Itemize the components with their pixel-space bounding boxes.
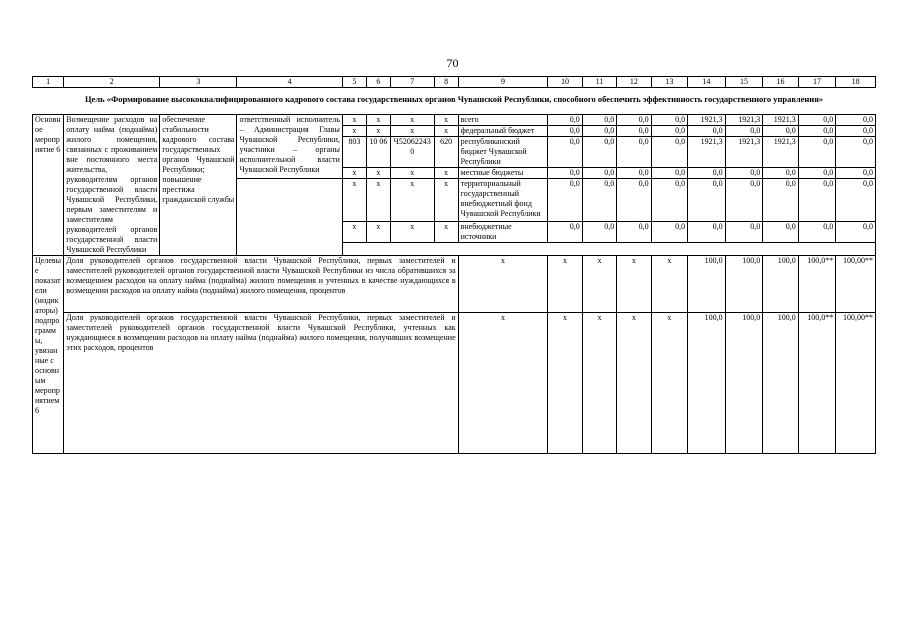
cell: 0,0 xyxy=(763,179,798,222)
header-cell: 5 xyxy=(342,77,366,88)
cell: 100,0 xyxy=(725,256,763,313)
cell: x xyxy=(390,126,434,137)
page-number: 70 xyxy=(446,56,459,70)
cell: 0,0 xyxy=(836,115,876,126)
header-cell: 15 xyxy=(725,77,763,88)
cell: 0,0 xyxy=(617,137,651,168)
empty-cell xyxy=(237,179,342,256)
funding-source: федеральный бюджет xyxy=(458,126,548,137)
funding-source: территориальный государственный внебюджетный фонд Чувашской Республики xyxy=(458,179,548,222)
measure-task: обеспечение стабильности кадрового состава государственных органов Чувашской Республики; повышение престижа гражданской службы xyxy=(160,115,237,256)
cell: 0,0 xyxy=(651,168,688,179)
header-cell: 7 xyxy=(390,77,434,88)
indicator-text: Доля руководителей органов государственной власти Чувашской Республики, первых заместителей и заместителей руководителей органов государственной власти Чувашской Республики из числа обратившихся за возмещением расходов на оплату найма (поднайма) жилого помещения и учтенных в качестве нуждающихся в возмещении расходов на оплату найма (поднайма) жилого помещения, процентов xyxy=(64,256,458,313)
cell: x xyxy=(458,313,548,454)
cell: 803 xyxy=(342,137,366,168)
cell: x xyxy=(582,313,616,454)
cell: 0,0 xyxy=(617,179,651,222)
cell: 0,0 xyxy=(582,222,616,243)
header-cell: 17 xyxy=(798,77,836,88)
cell: x xyxy=(366,126,390,137)
cell: x xyxy=(582,256,616,313)
cell: 100,00** xyxy=(836,256,876,313)
header-cell: 16 xyxy=(763,77,798,88)
cell: 0,0 xyxy=(798,179,836,222)
cell: 0,0 xyxy=(617,168,651,179)
cell: 100,0 xyxy=(688,256,726,313)
cell: 0,0 xyxy=(688,222,726,243)
cell: 0,0 xyxy=(548,126,582,137)
cell: x xyxy=(342,222,366,243)
cell: 0,0 xyxy=(763,126,798,137)
header-cell: 4 xyxy=(237,77,342,88)
header-cell: 1 xyxy=(33,77,64,88)
cell: 0,0 xyxy=(798,168,836,179)
cell: 0,0 xyxy=(763,222,798,243)
cell: 100,0 xyxy=(688,313,726,454)
header-cell: 18 xyxy=(836,77,876,88)
cell: 0,0 xyxy=(582,168,616,179)
cell: 0,0 xyxy=(836,126,876,137)
cell: x xyxy=(342,115,366,126)
cell: 1921,3 xyxy=(688,137,726,168)
goal-row xyxy=(33,88,876,114)
cell: 0,0 xyxy=(651,222,688,243)
funding-source: внебюджетные источники xyxy=(458,222,548,243)
cell: x xyxy=(617,256,651,313)
cell: 100,0** xyxy=(798,313,836,454)
cell: 100,0 xyxy=(763,313,798,454)
measure-executor: ответственный исполнитель – Администрация Главы Чувашской Республики, участники – органы исполнительной власти Чувашской Республики xyxy=(237,115,342,179)
cell: 0,0 xyxy=(582,115,616,126)
cell: 0,0 xyxy=(617,222,651,243)
cell: x xyxy=(390,179,434,222)
cell: 0,0 xyxy=(836,168,876,179)
indicator-row xyxy=(33,256,876,313)
cell: 0,0 xyxy=(617,115,651,126)
cell: 10 06 xyxy=(366,137,390,168)
measure-row xyxy=(33,115,876,126)
cell: 0,0 xyxy=(836,179,876,222)
cell: 0,0 xyxy=(548,222,582,243)
cell: 0,0 xyxy=(582,179,616,222)
cell: x xyxy=(342,179,366,222)
cell: x xyxy=(434,179,458,222)
program-table xyxy=(32,76,876,454)
funding-source: всего xyxy=(458,115,548,126)
cell: x xyxy=(390,115,434,126)
cell: 1921,3 xyxy=(688,115,726,126)
cell: 0,0 xyxy=(725,179,763,222)
cell: x xyxy=(342,168,366,179)
cell: 100,0** xyxy=(798,256,836,313)
cell: 1921,3 xyxy=(725,115,763,126)
header-row xyxy=(33,77,876,88)
cell: 100,0 xyxy=(725,313,763,454)
cell: x xyxy=(434,115,458,126)
indicator-row xyxy=(33,313,876,454)
header-cell: 10 xyxy=(548,77,582,88)
indicator-text: Доля руководителей органов государственной власти Чувашской Республики, первых заместителей и заместителей руководителей органов государственной власти Чувашской Республики, учтенных как нуждающиеся в возмещении расходов на оплату найма (поднайма) жилого помещения, получивших возмещение этих расходов, процентов xyxy=(64,313,458,454)
cell: 0,0 xyxy=(798,137,836,168)
cell: 0,0 xyxy=(836,137,876,168)
cell: x xyxy=(390,222,434,243)
cell: 620 xyxy=(434,137,458,168)
cell: 0,0 xyxy=(688,126,726,137)
header-cell: 2 xyxy=(64,77,160,88)
header-cell: 9 xyxy=(458,77,548,88)
cell: 0,0 xyxy=(651,126,688,137)
header-cell: 11 xyxy=(582,77,616,88)
cell: 0,0 xyxy=(548,179,582,222)
cell: x xyxy=(617,313,651,454)
cell: 0,0 xyxy=(798,222,836,243)
header-cell: 12 xyxy=(617,77,651,88)
cell: 0,0 xyxy=(688,168,726,179)
indicators-label: Целевые показатели (индикаторы) подпрограммы, увязанные с основным мероприятием 6 xyxy=(33,256,64,454)
cell: 0,0 xyxy=(798,126,836,137)
cell: x xyxy=(434,126,458,137)
empty-cell xyxy=(342,243,875,256)
cell: x xyxy=(366,168,390,179)
cell: x xyxy=(342,126,366,137)
cell: 0,0 xyxy=(725,168,763,179)
header-cell: 14 xyxy=(688,77,726,88)
cell: x xyxy=(366,179,390,222)
cell: 1921,3 xyxy=(725,137,763,168)
cell: 0,0 xyxy=(688,179,726,222)
cell: x xyxy=(366,222,390,243)
cell: 100,0 xyxy=(763,256,798,313)
cell: 0,0 xyxy=(582,126,616,137)
cell: x xyxy=(651,256,688,313)
cell: 100,00** xyxy=(836,313,876,454)
header-cell: 13 xyxy=(651,77,688,88)
cell: 0,0 xyxy=(548,115,582,126)
cell: 0,0 xyxy=(617,126,651,137)
cell: 0,0 xyxy=(548,137,582,168)
goal-title: Цель «Формирование высококвалифицированного кадрового состава государственных органов Чувашской Республики, способного обеспечить эффективность государственного управления» xyxy=(33,88,876,114)
cell: x xyxy=(366,115,390,126)
cell: 0,0 xyxy=(548,168,582,179)
cell: 0,0 xyxy=(651,115,688,126)
header-cell: 3 xyxy=(160,77,237,88)
cell: Ч520622430 xyxy=(390,137,434,168)
cell: x xyxy=(651,313,688,454)
funding-source: местные бюджеты xyxy=(458,168,548,179)
funding-source: республиканский бюджет Чувашской Республики xyxy=(458,137,548,168)
cell: 0,0 xyxy=(763,168,798,179)
cell: 0,0 xyxy=(651,179,688,222)
measure-label: Основное мероприятие 6 xyxy=(33,115,64,256)
cell: x xyxy=(458,256,548,313)
measure-name: Возмещение расходов на оплату найма (поднайма) жилого помещения, связанных с проживанием вне постоянного места жительства, руководителям органов государственной власти Чувашской Республики, первым заместителям и заместителям руководителей органов государственной власти Чувашской Республики xyxy=(64,115,160,256)
cell: x xyxy=(434,222,458,243)
cell: 1921,3 xyxy=(763,115,798,126)
cell: 0,0 xyxy=(582,137,616,168)
cell: 0,0 xyxy=(798,115,836,126)
cell: 0,0 xyxy=(725,126,763,137)
cell: 1921,3 xyxy=(763,137,798,168)
cell: x xyxy=(434,168,458,179)
header-cell: 6 xyxy=(366,77,390,88)
cell: x xyxy=(548,256,582,313)
cell: 0,0 xyxy=(836,222,876,243)
cell: 0,0 xyxy=(725,222,763,243)
cell: x xyxy=(390,168,434,179)
cell: 0,0 xyxy=(651,137,688,168)
cell: x xyxy=(548,313,582,454)
header-cell: 8 xyxy=(434,77,458,88)
